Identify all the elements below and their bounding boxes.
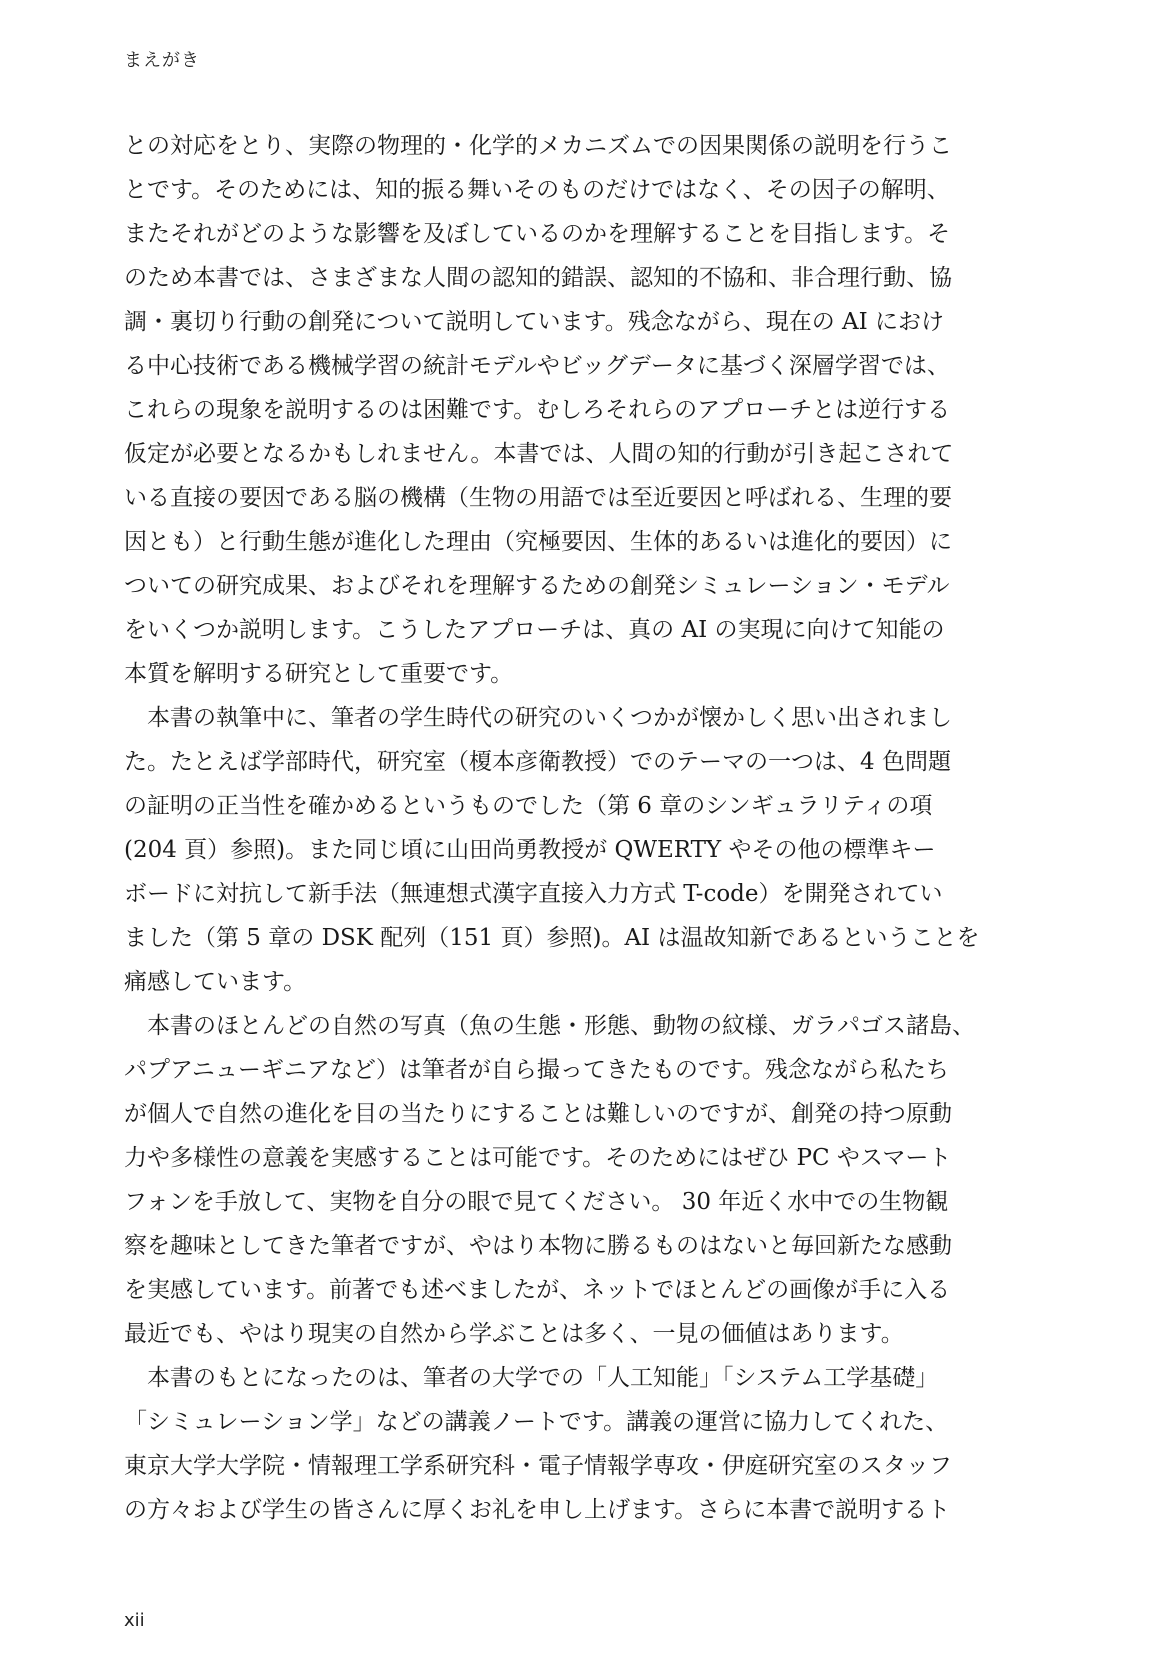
text-line: 「シミュレーション学」などの講義ノートです。講義の運営に協力してくれた、	[124, 1409, 949, 1435]
text-line: が個人で自然の進化を目の当たりにすることは難しいのですが、創発の持つ原動	[124, 1101, 952, 1127]
text-line: のため本書では、さまざまな人間の認知的錯誤、認知的不協和、非合理行動、協	[124, 265, 952, 291]
text-line: の方々および学生の皆さんに厚くお礼を申し上げます。さらに本書で説明するト	[124, 1497, 951, 1523]
text-line: パプアニューギニアなど）は筆者が自ら撮ってきたものです。残念ながら私たち	[124, 1057, 950, 1083]
text-line: ついての研究成果、およびそれを理解するための創発シミュレーション・モデル	[124, 573, 950, 599]
page-number: xii	[124, 1610, 145, 1631]
text-line: の証明の正当性を確かめるというものでした（第 6 章のシンギュラリティの項	[124, 793, 933, 819]
text-line: 東京大学大学院・情報理工学系研究科・電子情報学専攻・伊庭研究室のスタッフ	[124, 1453, 952, 1479]
body-text	[124, 124, 1024, 1532]
text-line: 本質を解明する研究として重要です。	[124, 661, 514, 687]
text-line: ました（第 5 章の DSK 配列（151 頁）参照)。AI は温故知新であるということを	[124, 925, 980, 951]
running-header: まえがき	[124, 50, 200, 71]
text-line: をいくつか説明します。こうしたアプローチは、真の AI の実現に向けて知能の	[124, 617, 945, 643]
paragraph-start-line: 本書のほとんどの自然の写真（魚の生態・形態、動物の紋様、ガラパゴス諸島、	[147, 1013, 975, 1039]
text-line: いる直接の要因である脳の機構（生物の用語では至近要因と呼ばれる、生理的要	[124, 485, 952, 511]
text-line: との対応をとり、実際の物理的・化学的メカニズムでの因果関係の説明を行うこ	[124, 133, 952, 159]
text-line: を実感しています。前著でも述べましたが、ネットでほとんどの画像が手に入る	[124, 1277, 951, 1303]
text-line: 力や多様性の意義を実感することは可能です。そのためにはぜひ PC やスマート	[124, 1145, 952, 1171]
text-line: 因とも）と行動生態が進化した理由（究極要因、生体的あるいは進化的要因）に	[124, 529, 952, 555]
text-line: 察を趣味としてきた筆者ですが、やはり本物に勝るものはないと毎回新たな感動	[124, 1233, 952, 1259]
text-line: これらの現象を説明するのは困難です。むしろそれらのアプローチとは逆行する	[124, 397, 951, 423]
paragraph-start-line: 本書の執筆中に、筆者の学生時代の研究のいくつかが懐かしく思い出されまし	[147, 705, 952, 731]
text-line: ボードに対抗して新手法（無連想式漢字直接入力方式 T-code）を開発されてい	[124, 881, 943, 907]
text-line: 痛感しています。	[124, 969, 307, 995]
text-line: フォンを手放して、実物を自分の眼で見てください。 30 年近く水中での生物観	[124, 1189, 949, 1215]
text-line: 仮定が必要となるかもしれません。本書では、人間の知的行動が引き起こされて	[124, 441, 954, 467]
text-line: る中心技術である機械学習の統計モデルやビッグデータに基づく深層学習では、	[124, 353, 950, 379]
paragraph-start-line: 本書のもとになったのは、筆者の大学での「人工知能」「システム工学基礎」	[147, 1365, 939, 1391]
text-line: とです。そのためには、知的振る舞いそのものだけではなく、その因子の解明、	[124, 177, 950, 203]
text-line: 最近でも、やはり現実の自然から学ぶことは多く、一見の価値はあります。	[124, 1321, 904, 1347]
text-line: (204 頁）参照)。また同じ頃に山田尚勇教授が QWERTY やその他の標準キー	[124, 837, 936, 863]
text-line: 調・裏切り行動の創発について説明しています。残念ながら、現在の AI におけ	[124, 309, 945, 335]
text-line: た。たとえば学部時代，研究室（榎本彦衛教授）でのテーマの一つは、4 色問題	[124, 749, 951, 775]
text-line: またそれがどのような影響を及ぼしているのかを理解することを目指します。そ	[124, 221, 951, 247]
